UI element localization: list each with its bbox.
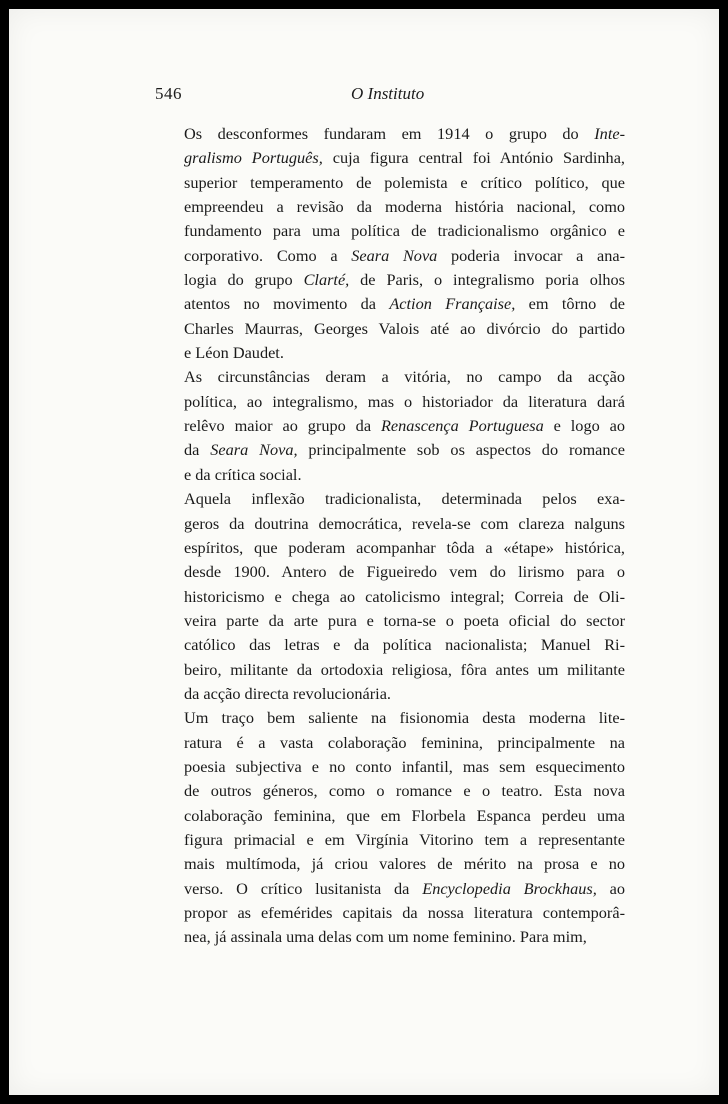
text-line: [155, 731, 625, 755]
paragraph: [155, 706, 625, 949]
text-line: [155, 219, 625, 243]
text-line: [155, 146, 625, 170]
text-run: geros da doutrina democrática, revela-se com clareza nalguns: [184, 513, 625, 533]
text-run: As circunstâncias deram a vitória, no campo da acção: [184, 367, 625, 387]
text-run: historicismo e chega ao catolicismo integral; Correia de Oli-: [184, 586, 625, 606]
text-run: e da crítica social.: [184, 464, 302, 484]
text-run: figura primacial e em Virgínia Vitorino tem a representante: [184, 829, 625, 849]
italic-title: Clarté,: [303, 270, 350, 290]
running-header: [155, 84, 639, 110]
text-run: colaboração feminina, que em Florbela Espanca perdeu uma: [184, 805, 625, 825]
text-line: [155, 877, 625, 901]
italic-title: Encyclopedia Brockhaus,: [422, 878, 597, 898]
text-line: [155, 536, 625, 560]
text-line: [155, 365, 625, 389]
text-line: [155, 487, 625, 511]
text-line: [155, 341, 625, 365]
text-run: cuja figura central foi António Sardinha,: [322, 148, 625, 168]
text-line: [155, 512, 625, 536]
book-page: [9, 9, 719, 1095]
running-title: O Instituto: [351, 84, 425, 103]
text-run: veira parte da arte pura e torna-se o poeta oficial do sector: [184, 610, 625, 630]
text-line: [155, 122, 625, 146]
text-run: política, ao integralismo, mas o historiador da literatura dará: [184, 391, 625, 411]
text-line: [155, 438, 625, 462]
text-line: [155, 463, 625, 487]
text-run: empreendeu a revisão da moderna história nacional, como: [184, 197, 625, 217]
text-line: [155, 901, 625, 925]
text-run: poderia invocar a ana-: [437, 245, 626, 265]
text-line: [155, 390, 625, 414]
text-line: [155, 925, 625, 949]
text-run: propor as efemérides capitais da nossa literatura contemporâ-: [184, 903, 625, 922]
italic-title: Action Française,: [389, 294, 516, 314]
text-line: [155, 171, 625, 195]
text-run: corporativo. Como a: [184, 245, 352, 265]
text-line: [155, 828, 625, 852]
text-run: e logo ao: [543, 416, 626, 436]
page-number: 546: [155, 84, 182, 103]
text-run: ratura é a vasta colaboração feminina, principalmente na: [184, 732, 625, 752]
italic-title: Seara Nova: [351, 245, 438, 265]
text-run: de outros géneros, como o romance e o teatro. Esta nova: [184, 781, 625, 801]
text-run: espíritos, que poderam acompanhar tôda a «étape» histórica,: [184, 537, 625, 557]
text-run: em tôrno de: [515, 294, 626, 314]
text-run: poesia subjectiva e no conto infantil, mas sem esquecimento: [184, 756, 625, 776]
text-run: Os desconformes fundaram em 1914 o grupo do: [184, 124, 595, 143]
text-run: relêvo maior ao grupo da: [184, 416, 381, 436]
text-line: [155, 292, 625, 316]
text-run: Charles Maurras, Georges Valois até ao divórcio do partido: [184, 318, 625, 338]
text-line: [155, 633, 625, 657]
text-line: [155, 609, 625, 633]
text-line: [155, 268, 625, 292]
text-line: [155, 682, 625, 706]
text-run: atentos no movimento da: [184, 294, 390, 314]
text-run: Aquela inflexão tradicionalista, determinada pelos exa-: [184, 489, 625, 509]
text-run: superior temperamento de polemista e crítico político, que: [184, 172, 625, 192]
text-run: nea, já assinala uma delas com um nome feminino. Para mim,: [184, 927, 587, 947]
text-run: beiro, militante da ortodoxia religiosa, fôra antes um militante: [184, 659, 625, 679]
text-run: ao: [596, 878, 625, 898]
italic-title: Renascença Portuguesa: [380, 416, 544, 436]
text-line: [155, 585, 625, 609]
text-line: [155, 804, 625, 828]
text-line: [155, 195, 625, 219]
text-run: de Paris, o integralismo poria olhos: [349, 270, 625, 290]
paragraph: [155, 487, 625, 706]
text-line: [155, 560, 625, 584]
body-text: [155, 122, 625, 950]
text-line: [155, 317, 625, 341]
text-run: fundamento para uma política de tradicionalismo orgânico e: [184, 221, 625, 241]
text-run: Um traço bem saliente na fisionomia desta moderna lite-: [184, 708, 625, 728]
text-line: [155, 244, 625, 268]
text-run: desde 1900. Antero de Figueiredo vem do lirismo para o: [184, 562, 625, 582]
text-line: [155, 779, 625, 803]
text-line: [155, 414, 625, 438]
text-run: principalmente sob os aspectos do romance: [297, 440, 625, 460]
italic-title: Inte-: [594, 124, 625, 143]
paragraph: [155, 122, 625, 365]
paragraph: [155, 365, 625, 487]
text-run: mais multímoda, já criou valores de mérito na prosa e no: [184, 854, 625, 874]
text-line: [155, 706, 625, 730]
text-line: [155, 852, 625, 876]
text-run: logia do grupo: [184, 270, 304, 290]
text-run: verso. O crítico lusitanista da: [184, 878, 423, 898]
text-run: da: [184, 440, 211, 460]
italic-title: gralismo Português,: [184, 148, 323, 168]
text-line: [155, 658, 625, 682]
text-run: e Léon Daudet.: [184, 343, 284, 363]
text-line: [155, 755, 625, 779]
italic-title: Seara Nova,: [210, 440, 298, 460]
text-run: católico das letras e da política nacionalista; Manuel Ri-: [184, 635, 625, 655]
text-run: da acção directa revolucionária.: [184, 683, 392, 703]
